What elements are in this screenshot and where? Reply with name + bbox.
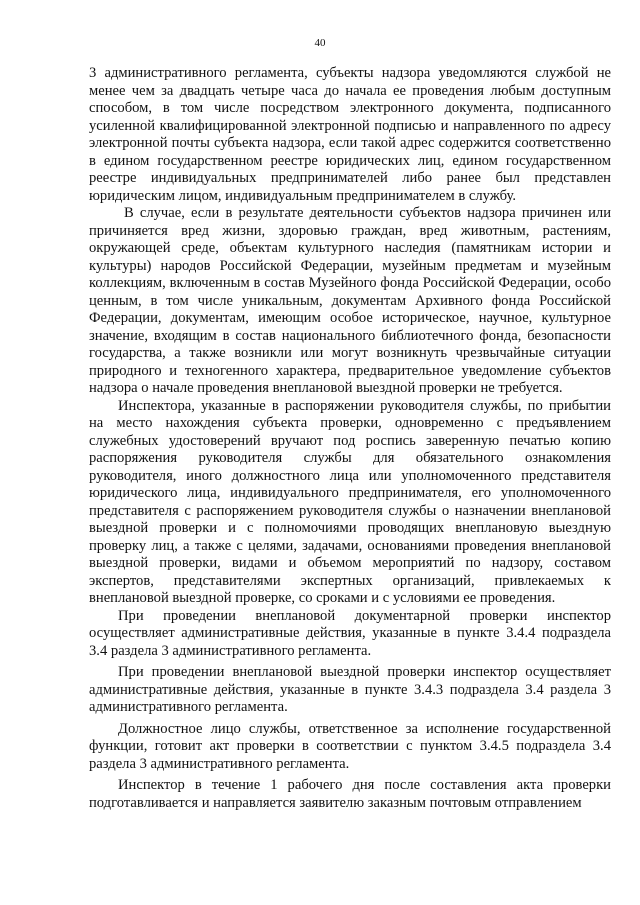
paragraph-inspectors-arrival: Инспектора, указанные в распоряжении руководителя службы, по прибытии на место нахождения субъекта проверки, одновременно с предъявлением служебных удостоверений вручают под роспись заверенную печатью копию распоряжения руководителя службы для обязательного ознакомления руководителя, иного должностного лица или уполномоченного представителя юридического лица, индивидуального предпринимателя, его уполномоченного представителя с распоряжением руководителя службы о назначении внеплановой выездной проверки и с полномочиями проводящих внеплановую выездную проверку лиц, а также с целями, задачами, основаниями проведения внеплановой выездной проверки, видами и объемом мероприятий по надзору, составом экспертов, представителями экспертных организаций, привлекаемых к внеплановой выездной проверке, со сроками и с условиями ее проведения.: [89, 397, 611, 606]
paragraph-onsite-inspection: При проведении внеплановой выездной проверки инспектор осуществляет административные действия, указанные в пункте 3.4.3 подраздела 3.4 раздела 3 административного регламента.: [89, 664, 611, 715]
paragraph-emergency-exception: В случае, если в результате деятельности субъектов надзора причинен или причиняется вред жизни, здоровью граждан, вред животным, растениям, окружающей среде, объектам культурного наследия (памятникам истории и культуры) народов Российской Федерации, музейным предметам и музейным коллекциям, включенным в состав Музейного фонда Российской Федерации, особо ценным, в том числе уникальным, документам Архивного фонда Российской Федерации, документам, имеющим особое историческое, научное, культурное значение, входящим в состав национального библиотечного фонда, безопасности государства, а также возникли или могут возникнуть чрезвычайные ситуации природного и техногенного характера, предварительное уведомление субъектов надзора о начале проведения внеплановой выездной проверки не требуется.: [89, 205, 611, 396]
page-number: 40: [314, 37, 326, 49]
paragraph-documentary-inspection: При проведении внеплановой документарной проверки инспектор осуществляет административные действия, указанные в пункте 3.4.4 подраздела 3.4 раздела 3 административного регламента.: [89, 607, 611, 659]
paragraph-inspection-act: Должностное лицо службы, ответственное за исполнение государственной функции, готовит акт проверки в соответствии с пунктом 3.4.5 подраздела 3.4 раздела 3 административного регламента.: [89, 720, 611, 772]
paragraph-mail-notification: Инспектор в течение 1 рабочего дня после составления акта проверки подготавливается и направляется заявителю заказным почтовым отправлением: [89, 777, 611, 811]
paragraph-continuation: 3 административного регламента, субъекты надзора уведомляются службой не менее чем за двадцать четыре часа до начала ее проведения любым доступным способом, в том числе посредством электронного документа, подписанного усиленной квалифицированной электронной подписью и направленного по адресу электронной почты субъекта надзора, если такой адрес содержится соответственно в едином государственном реестре юридических лиц, едином государственном реестре индивидуальных предпринимателей либо ранее был представлен юридическим лицом, индивидуальным предпринимателем в службу.: [89, 65, 611, 204]
document-body: [89, 65, 611, 812]
